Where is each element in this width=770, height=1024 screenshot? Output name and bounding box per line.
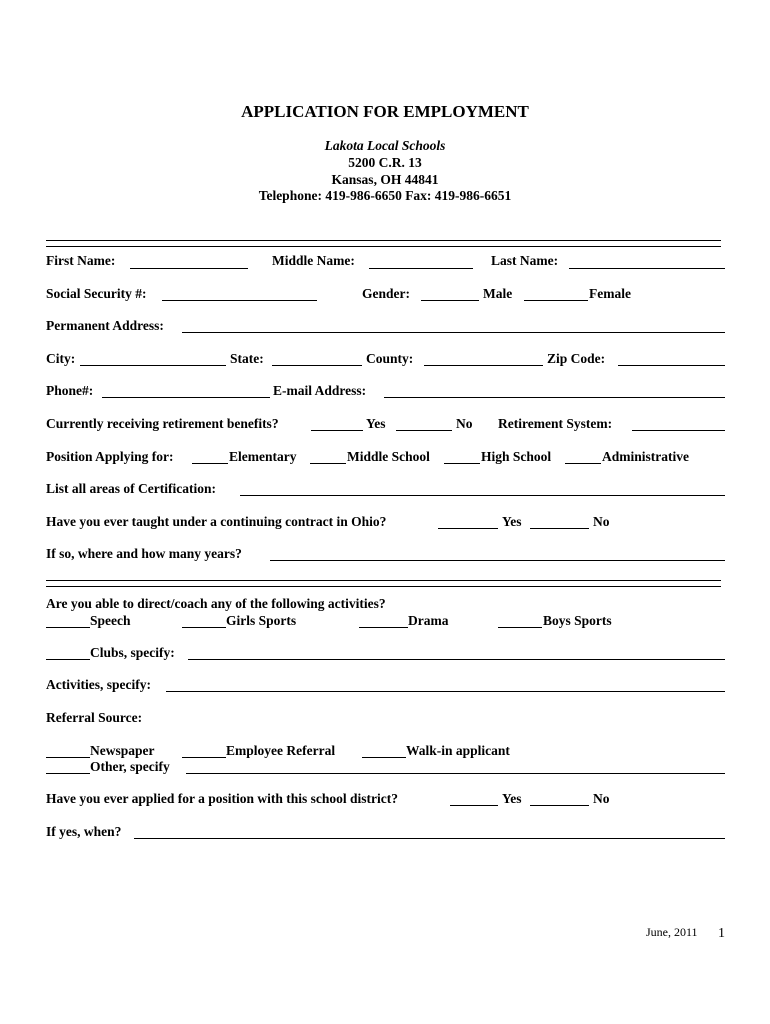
activities-question: Are you able to direct/coach any of the following activities? xyxy=(46,596,386,611)
retirement-no-label: No xyxy=(456,416,473,431)
ssn-field[interactable] xyxy=(162,300,317,301)
speech-blank[interactable] xyxy=(46,627,90,628)
position-elementary-blank[interactable] xyxy=(192,463,228,464)
page-number: 1 xyxy=(718,926,725,941)
position-elementary-label: Elementary xyxy=(229,449,297,464)
where-years-label: If so, where and how many years? xyxy=(46,546,242,561)
retirement-no-blank[interactable] xyxy=(396,430,452,431)
boys-sports-blank[interactable] xyxy=(498,627,542,628)
retirement-yes-blank[interactable] xyxy=(311,430,363,431)
applied-when-label: If yes, when? xyxy=(46,824,122,839)
contract-yes-label: Yes xyxy=(502,514,522,529)
county-field[interactable] xyxy=(424,365,543,366)
certification-label: List all areas of Certification: xyxy=(46,481,216,496)
retirement-system-field[interactable] xyxy=(632,430,725,431)
permanent-address-field[interactable] xyxy=(182,332,725,333)
phone-label: Phone#: xyxy=(46,383,94,398)
applied-yes-label: Yes xyxy=(502,791,522,806)
gender-female-label: Female xyxy=(589,286,631,301)
gender-male-label: Male xyxy=(483,286,513,301)
applied-no-label: No xyxy=(593,791,610,806)
contract-no-blank[interactable] xyxy=(530,528,589,529)
section-separator xyxy=(46,240,721,247)
retirement-yes-label: Yes xyxy=(366,416,386,431)
school-address-line1: 5200 C.R. 13 xyxy=(348,155,422,170)
school-name: Lakota Local Schools xyxy=(324,138,446,153)
middle-name-field[interactable] xyxy=(369,268,473,269)
applied-yes-blank[interactable] xyxy=(450,805,498,806)
state-label: State: xyxy=(230,351,264,366)
retirement-system-label: Retirement System: xyxy=(498,416,613,431)
employee-referral-label: Employee Referral xyxy=(226,743,336,758)
gender-male-blank[interactable] xyxy=(421,300,479,301)
other-blank[interactable] xyxy=(46,773,90,774)
applied-when-field[interactable] xyxy=(134,838,725,839)
gender-female-blank[interactable] xyxy=(524,300,588,301)
certification-field[interactable] xyxy=(240,495,725,496)
contract-question: Have you ever taught under a continuing contract in Ohio? xyxy=(46,514,387,529)
ssn-label: Social Security #: xyxy=(46,286,147,301)
city-label: City: xyxy=(46,351,76,366)
zip-field[interactable] xyxy=(618,365,725,366)
footer-date: June, 2011 xyxy=(646,925,698,939)
newspaper-label: Newspaper xyxy=(90,743,155,758)
where-years-field[interactable] xyxy=(270,560,725,561)
section-separator xyxy=(46,580,721,587)
clubs-field[interactable] xyxy=(188,659,725,660)
newspaper-blank[interactable] xyxy=(46,757,90,758)
city-field[interactable] xyxy=(80,365,226,366)
position-high-label: High School xyxy=(481,449,552,464)
zip-label: Zip Code: xyxy=(547,351,606,366)
email-field[interactable] xyxy=(384,397,725,398)
county-label: County: xyxy=(366,351,414,366)
middle-name-label: Middle Name: xyxy=(272,253,355,268)
activities-specify-label: Activities, specify: xyxy=(46,677,151,692)
position-middle-label: Middle School xyxy=(347,449,430,464)
permanent-address-label: Permanent Address: xyxy=(46,318,164,333)
email-label: E-mail Address: xyxy=(273,383,367,398)
state-field[interactable] xyxy=(272,365,362,366)
employee-referral-blank[interactable] xyxy=(182,757,226,758)
retirement-question: Currently receiving retirement benefits? xyxy=(46,416,279,431)
applied-no-blank[interactable] xyxy=(530,805,589,806)
position-label: Position Applying for: xyxy=(46,449,174,464)
last-name-label: Last Name: xyxy=(491,253,559,268)
last-name-field[interactable] xyxy=(569,268,725,269)
contract-no-label: No xyxy=(593,514,610,529)
first-name-field[interactable] xyxy=(130,268,248,269)
clubs-blank[interactable] xyxy=(46,659,90,660)
other-specify-field[interactable] xyxy=(186,773,725,774)
school-address-line2: Kansas, OH 44841 xyxy=(331,172,439,187)
clubs-label: Clubs, specify: xyxy=(90,645,175,660)
girls-sports-label: Girls Sports xyxy=(226,613,297,628)
walk-in-label: Walk-in applicant xyxy=(406,743,510,758)
first-name-label: First Name: xyxy=(46,253,116,268)
applied-question: Have you ever applied for a position with this school district? xyxy=(46,791,399,806)
boys-sports-label: Boys Sports xyxy=(543,613,612,628)
activities-specify-field[interactable] xyxy=(166,691,725,692)
walk-in-blank[interactable] xyxy=(362,757,406,758)
school-contact: Telephone: 419-986-6650 Fax: 419-986-6651 xyxy=(258,188,512,203)
drama-blank[interactable] xyxy=(359,627,408,628)
position-admin-blank[interactable] xyxy=(565,463,601,464)
position-admin-label: Administrative xyxy=(602,449,689,464)
girls-sports-blank[interactable] xyxy=(182,627,226,628)
referral-label: Referral Source: xyxy=(46,710,143,725)
phone-field[interactable] xyxy=(102,397,270,398)
drama-label: Drama xyxy=(408,613,449,628)
position-middle-blank[interactable] xyxy=(310,463,346,464)
speech-label: Speech xyxy=(90,613,131,628)
contract-yes-blank[interactable] xyxy=(438,528,498,529)
position-high-blank[interactable] xyxy=(444,463,480,464)
other-label: Other, specify xyxy=(90,759,170,774)
gender-label: Gender: xyxy=(362,286,410,301)
page-title: APPLICATION FOR EMPLOYMENT xyxy=(241,102,529,121)
